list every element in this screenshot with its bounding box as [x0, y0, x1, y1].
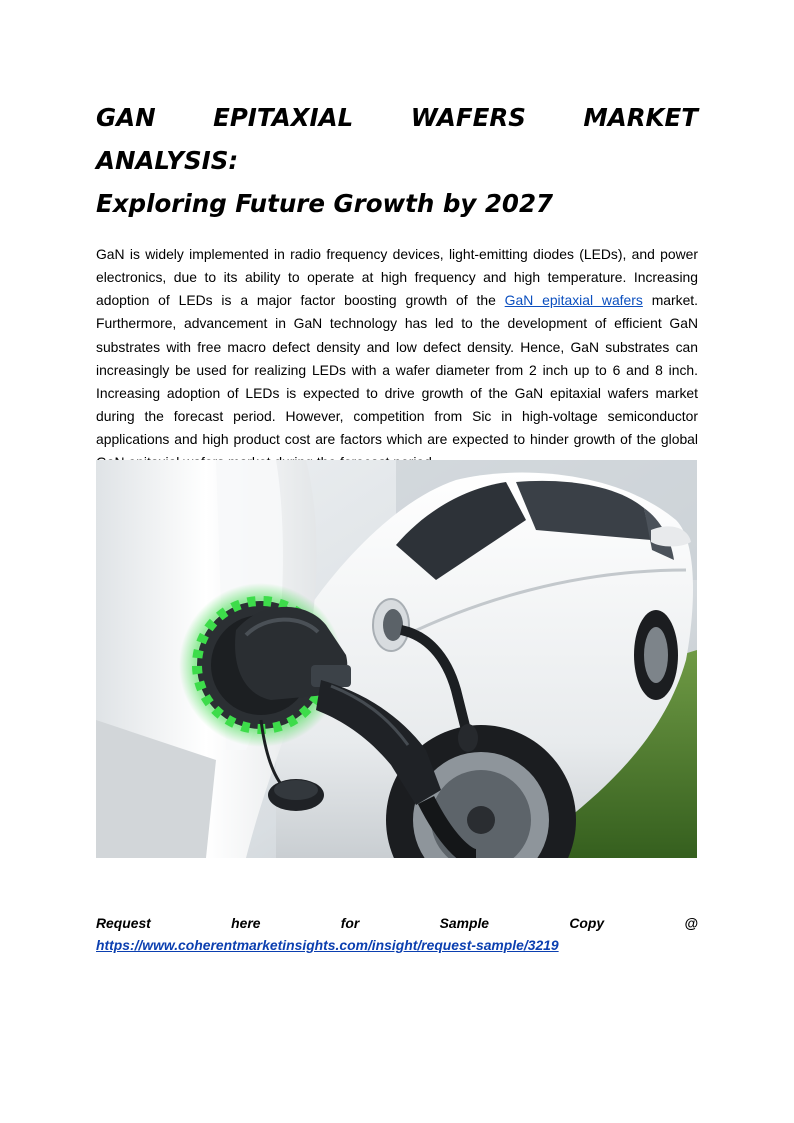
article-title: [96, 96, 698, 225]
request-word-4: Sample: [439, 915, 490, 931]
document-page: [96, 96, 699, 953]
request-word-3: for: [340, 915, 360, 931]
gan-wafers-link[interactable]: GaN epitaxial wafers: [504, 292, 643, 309]
request-word-5: Copy: [569, 915, 605, 931]
request-line: [96, 912, 698, 934]
ev-charging-illustration: [96, 460, 697, 858]
paragraph-text-1: GaN is widely implemented in radio frequency devices, light-emitting diodes (LEDs), and power electronics, due to its ability to operate at high frequency and high temperature. Increasing adoption of LEDs is a major factor boosting growth of the: [96, 246, 698, 309]
request-sample-block: [96, 912, 698, 956]
paragraph-text-2: market. Furthermore, advancement in GaN technology has led to the development of efficient GaN substrates with free macro defect density and low defect density. Hence, GaN substrates can increasingly be used for realizing LEDs with a wafer diameter from 2 inch up to 6 and 8 inch. Increasing adoption of LEDs is expected to drive growth of the GaN epitaxial wafers market during the forecast period. However, competition from Sic in high-voltage semiconductor applications and high product cost are factors which are expected to hinder growth of the global: [96, 292, 699, 448]
ev-charging-photo: [96, 460, 697, 858]
request-word-2: here: [231, 915, 261, 931]
title-line-1: GAN EPITAXIAL WAFERS MARKET ANALYSIS:: [96, 103, 698, 175]
request-word-6: @: [684, 915, 698, 931]
title-line-2: Exploring Future Growth by 2027: [96, 189, 554, 218]
request-sample-link[interactable]: https://www.coherentmarketinsights.com/insight/request-sample/3219: [96, 937, 559, 953]
article-paragraph: [96, 243, 698, 475]
request-word-1: Request: [96, 915, 151, 931]
